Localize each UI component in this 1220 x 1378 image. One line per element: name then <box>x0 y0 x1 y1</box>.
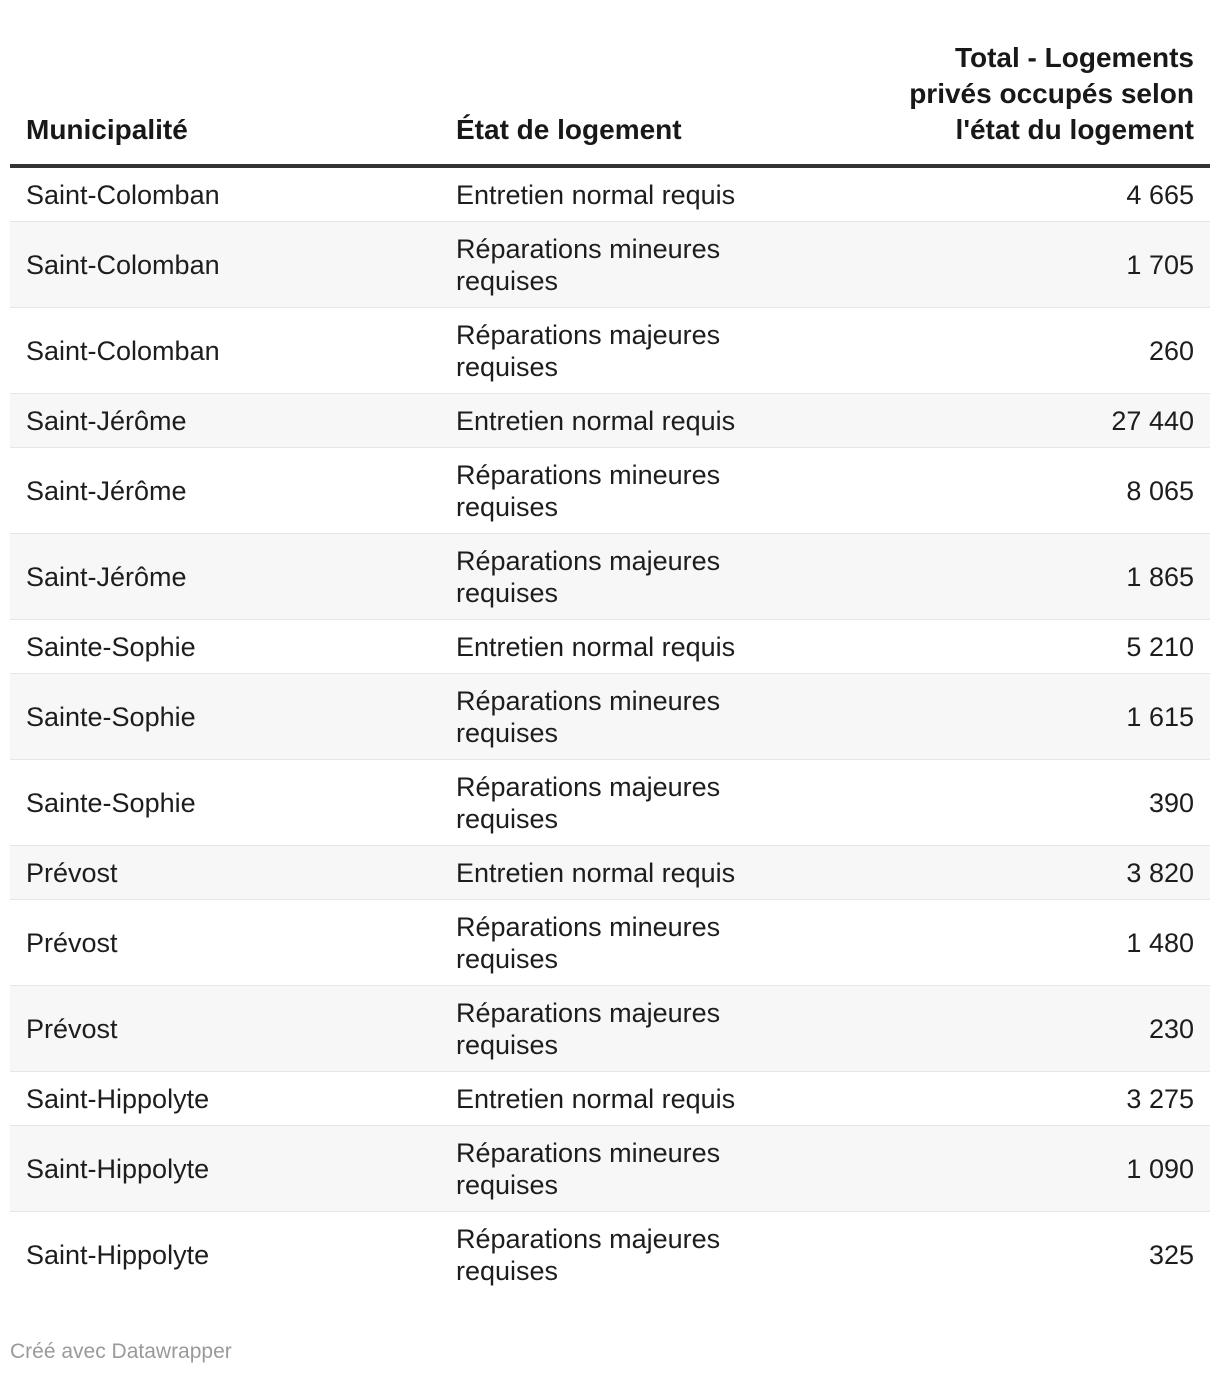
cell-etat: Réparations majeures requises <box>440 308 770 394</box>
cell-etat: Réparations majeures requises <box>456 1223 721 1286</box>
cell-etat: Entretien normal requis <box>440 620 770 674</box>
cell-municipalite: Prévost <box>10 986 440 1072</box>
cell-total: 325 <box>1148 1239 1194 1270</box>
cell-total: 1 705 <box>770 222 1210 308</box>
cell-etat: Réparations majeures requises <box>440 760 770 846</box>
table-row <box>10 394 1210 448</box>
column-header-total-label: Total - Logements privés occupés selon l'état du logement <box>909 42 1194 145</box>
table-row <box>10 760 1210 846</box>
cell-etat: Réparations mineures requises <box>440 900 770 986</box>
cell-municipalite: Saint-Hippolyte <box>10 1126 440 1212</box>
cell-etat: Entretien normal requis <box>440 1072 770 1126</box>
cell-municipalite: Saint-Colomban <box>10 166 440 222</box>
table-row <box>10 308 1210 394</box>
cell-total: 8 065 <box>770 448 1210 534</box>
table-row <box>10 620 1210 674</box>
table-row <box>10 448 1210 534</box>
cell-municipalite: Sainte-Sophie <box>10 760 440 846</box>
cell-municipalite: Saint-Jérôme <box>10 448 440 534</box>
table-row <box>10 166 1210 222</box>
cell-total: 1 090 <box>770 1126 1210 1212</box>
cell-etat: Entretien normal requis <box>440 846 770 900</box>
cell-total: 3 820 <box>770 846 1210 900</box>
cell-total: 3 275 <box>770 1072 1210 1126</box>
cell-etat: Entretien normal requis <box>440 166 770 222</box>
cell-total: 27 440 <box>770 394 1210 448</box>
cell-municipalite: Saint-Jérôme <box>10 534 440 620</box>
cell-municipalite: Saint-Hippolyte <box>26 1239 210 1270</box>
table-row <box>10 534 1210 620</box>
table-body <box>10 166 1210 1297</box>
table-row <box>10 222 1210 308</box>
cell-total: 390 <box>770 760 1210 846</box>
cell-total: 1 615 <box>770 674 1210 760</box>
cell-etat: Réparations mineures requises <box>440 674 770 760</box>
column-header-total[interactable] <box>770 40 1210 166</box>
cell-etat: Réparations majeures requises <box>440 986 770 1072</box>
cell-municipalite: Saint-Jérôme <box>10 394 440 448</box>
cell-total: 1 480 <box>770 900 1210 986</box>
cell-total: 5 210 <box>770 620 1210 674</box>
table-header-row <box>10 40 1210 166</box>
column-header-municipalite[interactable]: Municipalité <box>10 40 440 166</box>
cell-etat: Réparations mineures requises <box>440 1126 770 1212</box>
cell-total: 4 665 <box>770 166 1210 222</box>
footer-credit: Créé avec Datawrapper <box>10 1340 232 1363</box>
table-row <box>10 1072 1210 1126</box>
cell-municipalite: Saint-Colomban <box>10 222 440 308</box>
cell-municipalite: Saint-Hippolyte <box>10 1072 440 1126</box>
data-table-container <box>10 40 1210 1297</box>
cell-municipalite: Sainte-Sophie <box>10 620 440 674</box>
cell-municipalite: Prévost <box>10 900 440 986</box>
table-row <box>10 846 1210 900</box>
cell-etat: Réparations majeures requises <box>440 534 770 620</box>
cell-municipalite: Prévost <box>10 846 440 900</box>
cell-municipalite: Saint-Colomban <box>10 308 440 394</box>
table-row <box>10 674 1210 760</box>
cell-etat: Réparations mineures requises <box>440 448 770 534</box>
cell-etat: Réparations mineures requises <box>440 222 770 308</box>
cell-total: 1 865 <box>770 534 1210 620</box>
data-table <box>10 40 1210 1297</box>
cell-etat: Entretien normal requis <box>440 394 770 448</box>
table-row <box>10 1212 1210 1298</box>
cell-municipalite: Sainte-Sophie <box>10 674 440 760</box>
table-row <box>10 986 1210 1072</box>
table-row <box>10 900 1210 986</box>
cell-total: 260 <box>770 308 1210 394</box>
cell-total: 230 <box>770 986 1210 1072</box>
table-row <box>10 1126 1210 1212</box>
column-header-etat[interactable]: État de logement <box>440 40 770 166</box>
